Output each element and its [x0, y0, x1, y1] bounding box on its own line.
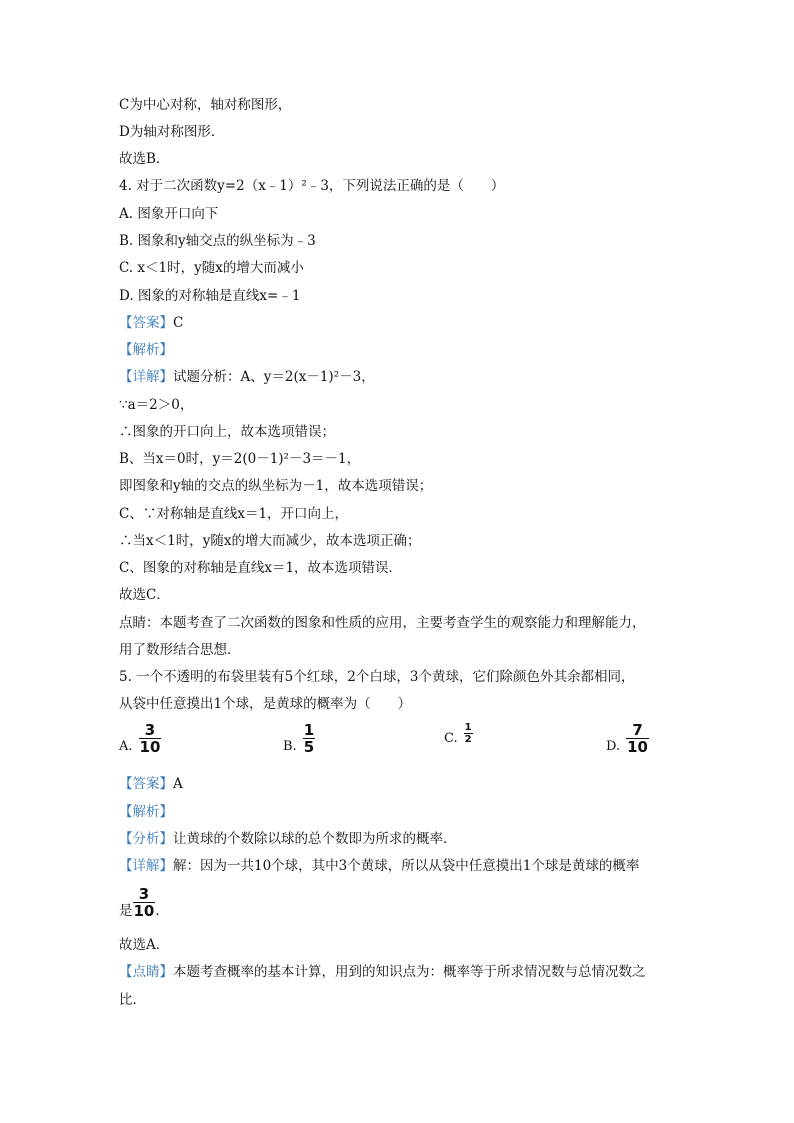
detail-tag: 【详解】: [119, 369, 173, 385]
question-5-stem: 5. 一个不透明的布袋里装有5个红球，2个白球，3个黄球，它们除颜色外其余都相同，: [119, 669, 635, 685]
text-line: ∴图象的开口向上，故本选项错误；: [119, 424, 335, 440]
fraction: [133, 886, 156, 919]
text-line: C为中心对称，轴对称图形，: [119, 97, 292, 113]
option-label: D.: [606, 739, 621, 754]
fraction-numerator: 1: [464, 722, 472, 733]
question-4-stem: 4. 对于二次函数y=2（x﹣1）²﹣3，下列说法正确的是（ ）: [119, 178, 505, 194]
fraction-numerator: 3: [138, 885, 150, 903]
answer-value: A: [173, 776, 183, 792]
fraction-denominator: 10: [627, 738, 648, 756]
comment-line: 点睛：本题考查了二次函数的图象和性质的应用，主要考查学生的观察能力和理解能力，: [119, 615, 646, 631]
question-5-stem: 从袋中任意摸出1个球，是黄球的概率为（ ）: [119, 696, 412, 712]
reasoning-line: [119, 830, 457, 848]
detail-result-line: [119, 886, 169, 919]
comment-text: 本题考查概率的基本计算，用到的知识点为：概率等于所求情况数与总情况数之: [173, 964, 646, 980]
analysis-tag: 【解析】: [119, 804, 173, 820]
fraction-denominator: 10: [133, 902, 155, 920]
fraction-numerator: 3: [144, 721, 156, 739]
result-suffix: ．: [155, 903, 169, 919]
text-line: D为轴对称图形．: [119, 124, 225, 140]
fraction: [139, 722, 162, 755]
reasoning-text: 让黄球的个数除以球的总个数即为所求的概率．: [173, 831, 457, 847]
answer-line: [119, 314, 183, 332]
text-line: B、当x＝0时，y＝2(0－1)²－3＝－1，: [119, 451, 361, 467]
text-line: 即图象和y轴的交点的纵坐标为－1，故本选项错误；: [119, 478, 433, 494]
reasoning-tag: 【分析】: [119, 831, 173, 847]
text-line: 故选C．: [119, 587, 170, 603]
text-line: ∵a＝2＞0，: [119, 397, 194, 413]
fraction-numerator: 1: [303, 721, 315, 739]
option-label: A.: [119, 739, 133, 754]
question-4-option-a: A. 图象开口向下: [119, 206, 219, 222]
comment-tag: 【点睛】: [119, 964, 173, 980]
fraction: [626, 722, 649, 755]
text-line: ∴当x＜1时，y随x的增大而减少，故本选项正确；: [119, 533, 421, 549]
question-4-option-d: D. 图象的对称轴是直线x=﹣1: [119, 288, 301, 304]
question-5-option-b: [283, 722, 315, 755]
answer-tag: 【答案】: [119, 315, 173, 331]
text-line: C、图象的对称轴是直线x＝1，故本选项错误．: [119, 560, 403, 576]
answer-line: [119, 775, 183, 793]
comment-line: [119, 963, 646, 981]
option-label: B.: [283, 739, 297, 754]
comment-line: 用了数形结合思想．: [119, 642, 241, 658]
analysis-line: [119, 341, 173, 359]
question-5-option-d: [606, 722, 649, 755]
result-prefix: 是: [119, 903, 133, 919]
analysis-line: [119, 803, 173, 821]
fraction-numerator: 7: [632, 721, 643, 739]
fraction: [464, 722, 473, 745]
fraction-denominator: 5: [303, 738, 315, 756]
question-5-option-a: [119, 722, 161, 755]
text-line: 故选A．: [119, 937, 170, 953]
question-4-option-c: C. x＜1时，y随x的增大而减小: [119, 260, 304, 276]
detail-tag: 【详解】: [119, 858, 173, 874]
detail-text: 试题分析：A、y＝2(x－1)²－3，: [173, 369, 375, 385]
fraction: [303, 722, 315, 755]
analysis-tag: 【解析】: [119, 342, 173, 358]
text-line: 故选B．: [119, 151, 170, 167]
detail-line: [119, 857, 639, 875]
answer-tag: 【答案】: [119, 776, 173, 792]
fraction-denominator: 2: [464, 734, 472, 745]
detail-text: 解：因为一共10个球，其中3个黄球，所以从袋中任意摸出1个球是黄球的概率: [173, 858, 640, 874]
answer-value: C: [173, 315, 184, 331]
fraction-denominator: 10: [139, 738, 161, 756]
comment-line: 比．: [119, 992, 146, 1008]
option-label: C.: [444, 731, 458, 746]
detail-line: [119, 368, 375, 386]
text-line: C、∵对称轴是直线x＝1，开口向上，: [119, 506, 349, 522]
question-5-option-c: [444, 722, 473, 747]
question-4-option-b: B. 图象和y轴交点的纵坐标为﹣3: [119, 233, 316, 249]
